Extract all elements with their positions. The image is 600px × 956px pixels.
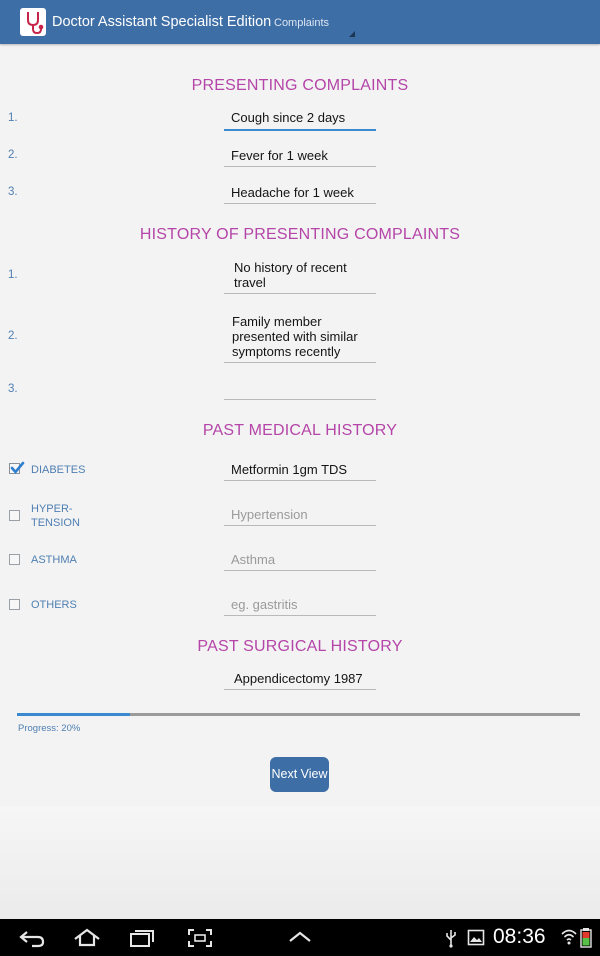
hypertension-placeholder: Hypertension (231, 507, 308, 522)
spinner-caret-icon[interactable] (349, 31, 355, 37)
system-navigation-bar (0, 919, 600, 956)
section-title-past-medical-history: PAST MEDICAL HISTORY (202, 422, 398, 439)
wifi-icon (560, 926, 578, 948)
content-bottom-area (0, 806, 600, 919)
progress-bar-fill (17, 713, 130, 716)
complaint-value: Cough since 2 days (231, 110, 346, 125)
diabetes-value: Metformin 1gm TDS (231, 462, 348, 477)
history-field-3[interactable] (224, 381, 376, 400)
complaint-field-2[interactable] (224, 148, 376, 167)
back-icon[interactable] (18, 928, 46, 948)
hypertension-checkbox[interactable] (9, 510, 20, 521)
stethoscope-icon[interactable] (20, 8, 46, 36)
complaint-value: Headache for 1 week (231, 185, 354, 200)
others-placeholder: eg. gastritis (231, 597, 298, 612)
complaint-field-3[interactable] (224, 185, 376, 204)
history-value: No history of recent travel (234, 260, 347, 290)
hypertension-field[interactable] (224, 507, 376, 526)
progress-bar (17, 713, 580, 716)
section-title-history-presenting-complaints: HISTORY OF PRESENTING COMPLAINTS (139, 226, 461, 243)
recent-apps-icon[interactable] (128, 928, 156, 948)
asthma-label[interactable]: ASTHMA (31, 554, 77, 566)
hypertension-label[interactable]: HYPER- TENSION (31, 503, 80, 529)
section-title-presenting-complaints: PRESENTING COMPLAINTS (191, 77, 409, 94)
next-view-button[interactable]: Next View (270, 757, 329, 792)
diabetes-label[interactable]: DIABETES (31, 464, 86, 476)
home-icon[interactable] (72, 927, 102, 947)
battery-icon (579, 927, 593, 949)
others-label[interactable]: OTHERS (31, 599, 77, 611)
complaint-number: 1. (8, 112, 18, 124)
complaint-field-1[interactable] (224, 110, 376, 131)
diabetes-field[interactable] (224, 462, 376, 481)
usb-icon (445, 928, 457, 948)
complaint-number: 2. (8, 149, 18, 161)
section-title-past-surgical-history: PAST SURGICAL HISTORY (197, 638, 403, 655)
status-clock: 08:36 (493, 925, 546, 948)
history-number: 1. (8, 269, 18, 281)
gallery-icon (467, 929, 485, 946)
asthma-field[interactable] (224, 552, 376, 571)
complaint-number: 3. (8, 186, 18, 198)
screenshot-icon[interactable] (186, 927, 214, 949)
chevron-up-icon[interactable] (287, 929, 313, 945)
navigation-spinner[interactable]: Complaints (274, 17, 330, 29)
app-title: Doctor Assistant Specialist Edition (52, 14, 272, 30)
history-field-2[interactable] (224, 314, 376, 363)
history-value: Family member presented with similar symptoms recently (232, 314, 358, 359)
surgical-history-field[interactable] (224, 671, 376, 690)
others-field[interactable] (224, 597, 376, 616)
history-number: 2. (8, 330, 18, 342)
history-field-1[interactable] (224, 260, 376, 294)
asthma-placeholder: Asthma (231, 552, 276, 567)
others-checkbox[interactable] (9, 599, 20, 610)
diabetes-checkbox[interactable] (9, 463, 20, 474)
history-number: 3. (8, 383, 18, 395)
action-bar (0, 0, 600, 44)
progress-label: Progress: 20% (18, 723, 81, 734)
complaint-value: Fever for 1 week (231, 148, 328, 163)
asthma-checkbox[interactable] (9, 554, 20, 565)
surgical-history-value: Appendicectomy 1987 (234, 671, 363, 686)
